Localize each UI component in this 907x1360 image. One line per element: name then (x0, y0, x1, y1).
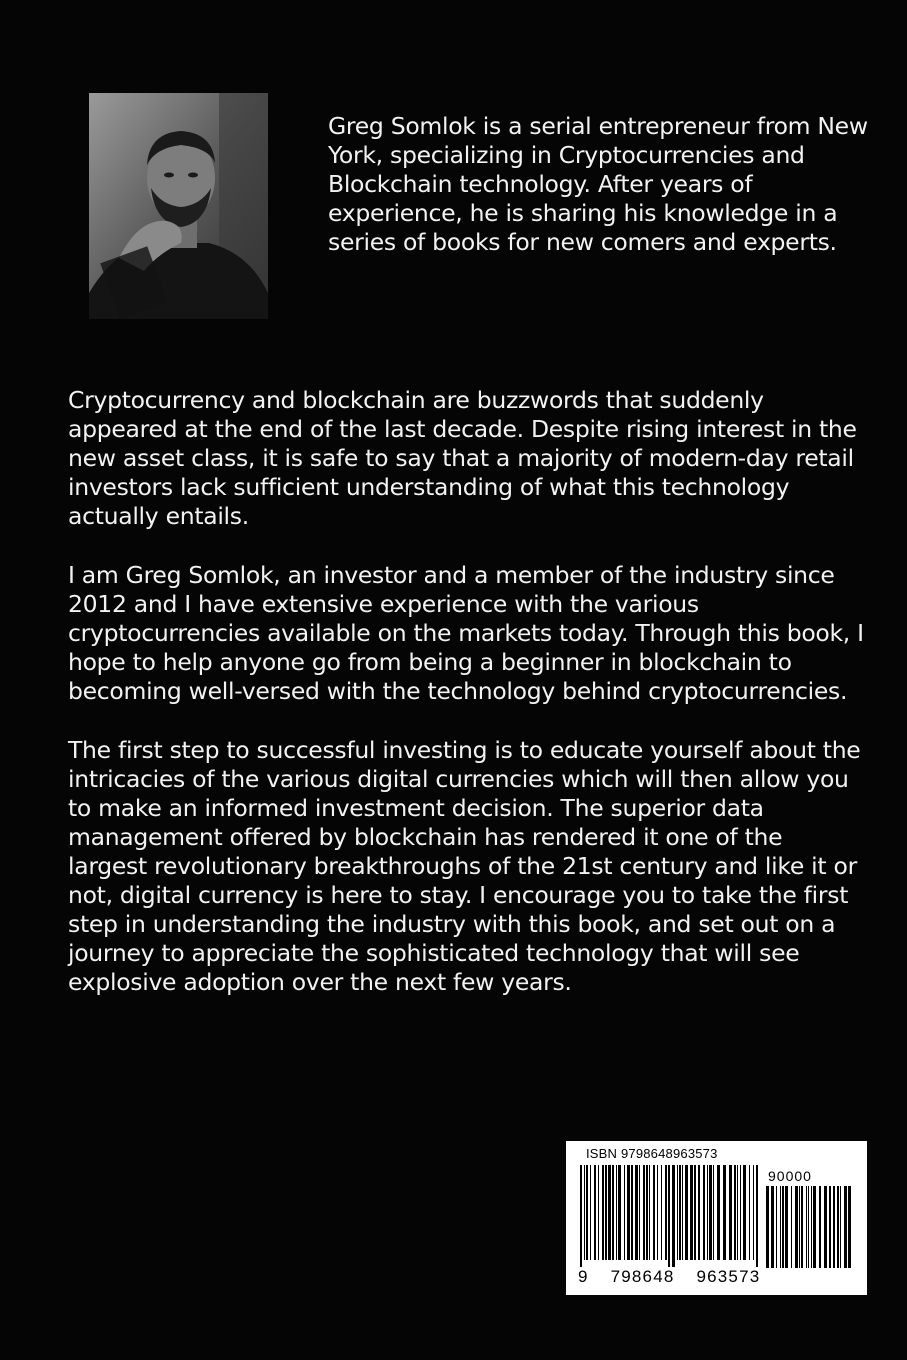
barcode-bar (795, 1186, 798, 1268)
description-paragraph-3: The first step to successful investing is to educate yourself about the intricacies of the various digital currencies which will then allow you to make an informed investment decision. The superior data management offered by blockchain has rendered it one of the largest revolutionary breakthroughs of the 21st century and like it or not, digital currency is here to stay. I encourage you to take the first step in understanding the industry with this book, and set out on a journey to appreciate the sophisticated technology that will see explosive adoption over the next few years. (68, 736, 861, 996)
barcode-digits (578, 1267, 762, 1287)
barcode-digit-group-2: 963573 (696, 1267, 761, 1286)
barcode-bar (734, 1165, 736, 1260)
barcode-bar (677, 1165, 678, 1260)
barcode-bar (665, 1165, 667, 1260)
barcode-bar (605, 1165, 607, 1260)
author-photo (89, 93, 268, 319)
barcode-bar (694, 1165, 696, 1260)
barcode-bar (824, 1186, 827, 1268)
barcode-bar (782, 1186, 784, 1268)
barcode-bar (791, 1186, 792, 1268)
barcode-bar (698, 1165, 700, 1260)
barcode-bar (723, 1165, 726, 1260)
barcode-digit-group-1: 798648 (610, 1267, 675, 1286)
barcode-bar (649, 1165, 650, 1260)
barcode-bar (837, 1186, 839, 1268)
barcode-bar (618, 1165, 621, 1260)
barcode-bar (776, 1186, 777, 1268)
barcode-bar (780, 1186, 781, 1268)
barcode-bar (840, 1186, 841, 1268)
barcode-bar (737, 1165, 738, 1260)
description-paragraph-1: Cryptocurrency and blockchain are buzzwords that suddenly appeared at the end of the last decade. Despite rising interest in the new asset class, it is safe to say that a majority of modern-day retail investors lack sufficient understanding of what this technology actually entails. (68, 386, 857, 530)
barcode-bar (819, 1186, 821, 1268)
barcode-bar (580, 1165, 582, 1267)
barcode-bar (740, 1165, 741, 1260)
barcode-bar (771, 1186, 774, 1268)
isbn-barcode (566, 1141, 867, 1295)
barcode-bar (753, 1165, 754, 1260)
barcode-bar (668, 1165, 670, 1267)
barcode-bar (624, 1165, 625, 1260)
price-barcode-icon (766, 1186, 854, 1268)
barcode-bar (672, 1165, 675, 1267)
barcode-bar (703, 1165, 705, 1260)
barcode-bar (594, 1165, 596, 1260)
barcode-bar (685, 1165, 688, 1260)
barcode-bar (766, 1186, 769, 1268)
barcode-bar (844, 1186, 847, 1268)
barcode-bar (590, 1165, 591, 1260)
barcode-digit-lead: 9 (578, 1267, 589, 1286)
barcode-bar (709, 1165, 712, 1260)
barcode-bar (690, 1165, 693, 1260)
barcode-bar (801, 1186, 803, 1268)
barcode-bar (639, 1165, 640, 1260)
barcode-bar (813, 1186, 816, 1268)
description-paragraph-2: I am Greg Somlok, an investor and a member of the industry since 2012 and I have extensive experience with the various cryptocurrencies available on the markets today. Through this book, I hope to help anyone go from being a beginner in blockchain to becoming well-versed with the technology behind cryptocurrencies. (68, 561, 864, 705)
author-bio: Greg Somlok is a serial entrepreneur from New York, specializing in Cryptocurrencies and Blockchain technology. After years of experience, he is sharing his knowledge in a series of books for new comers and experts. (328, 112, 868, 256)
author-portrait-icon (89, 93, 268, 319)
barcode-bar (682, 1165, 683, 1260)
barcode-bar (586, 1165, 588, 1260)
barcode-bar (707, 1165, 708, 1260)
barcode-bar (631, 1165, 633, 1260)
barcode-bar (602, 1165, 604, 1260)
isbn-label: ISBN 9798648963573 (586, 1146, 718, 1161)
barcode-bar (612, 1165, 614, 1260)
barcode-bar (608, 1165, 611, 1260)
barcode-bar (713, 1165, 714, 1260)
barcode-bar (679, 1165, 681, 1260)
barcode-bar (661, 1165, 662, 1260)
barcode-bar (653, 1165, 655, 1260)
book-description (68, 386, 868, 1027)
barcode-bar (829, 1186, 831, 1268)
barcode-bar (729, 1165, 732, 1260)
barcode-bar (811, 1186, 812, 1268)
barcode-bar (785, 1186, 788, 1268)
barcode-bar (756, 1165, 758, 1267)
barcode-bar (643, 1165, 645, 1260)
barcode-bar (717, 1165, 720, 1260)
barcode-bar (616, 1165, 617, 1260)
barcode-bar (749, 1165, 750, 1260)
barcode-bar (833, 1186, 835, 1268)
barcode-bar (635, 1165, 638, 1260)
barcode-bar (743, 1165, 746, 1260)
barcode-bar (808, 1186, 809, 1268)
barcode-bar (657, 1165, 658, 1260)
ean-barcode-icon (580, 1165, 760, 1267)
barcode-bar (848, 1186, 851, 1268)
price-code: 90000 (768, 1168, 812, 1184)
barcode-bar (806, 1186, 807, 1268)
barcode-bar (598, 1165, 599, 1260)
barcode-bar (584, 1165, 585, 1260)
barcode-bar (646, 1165, 648, 1260)
barcode-bar (799, 1186, 800, 1268)
barcode-bar (627, 1165, 630, 1260)
